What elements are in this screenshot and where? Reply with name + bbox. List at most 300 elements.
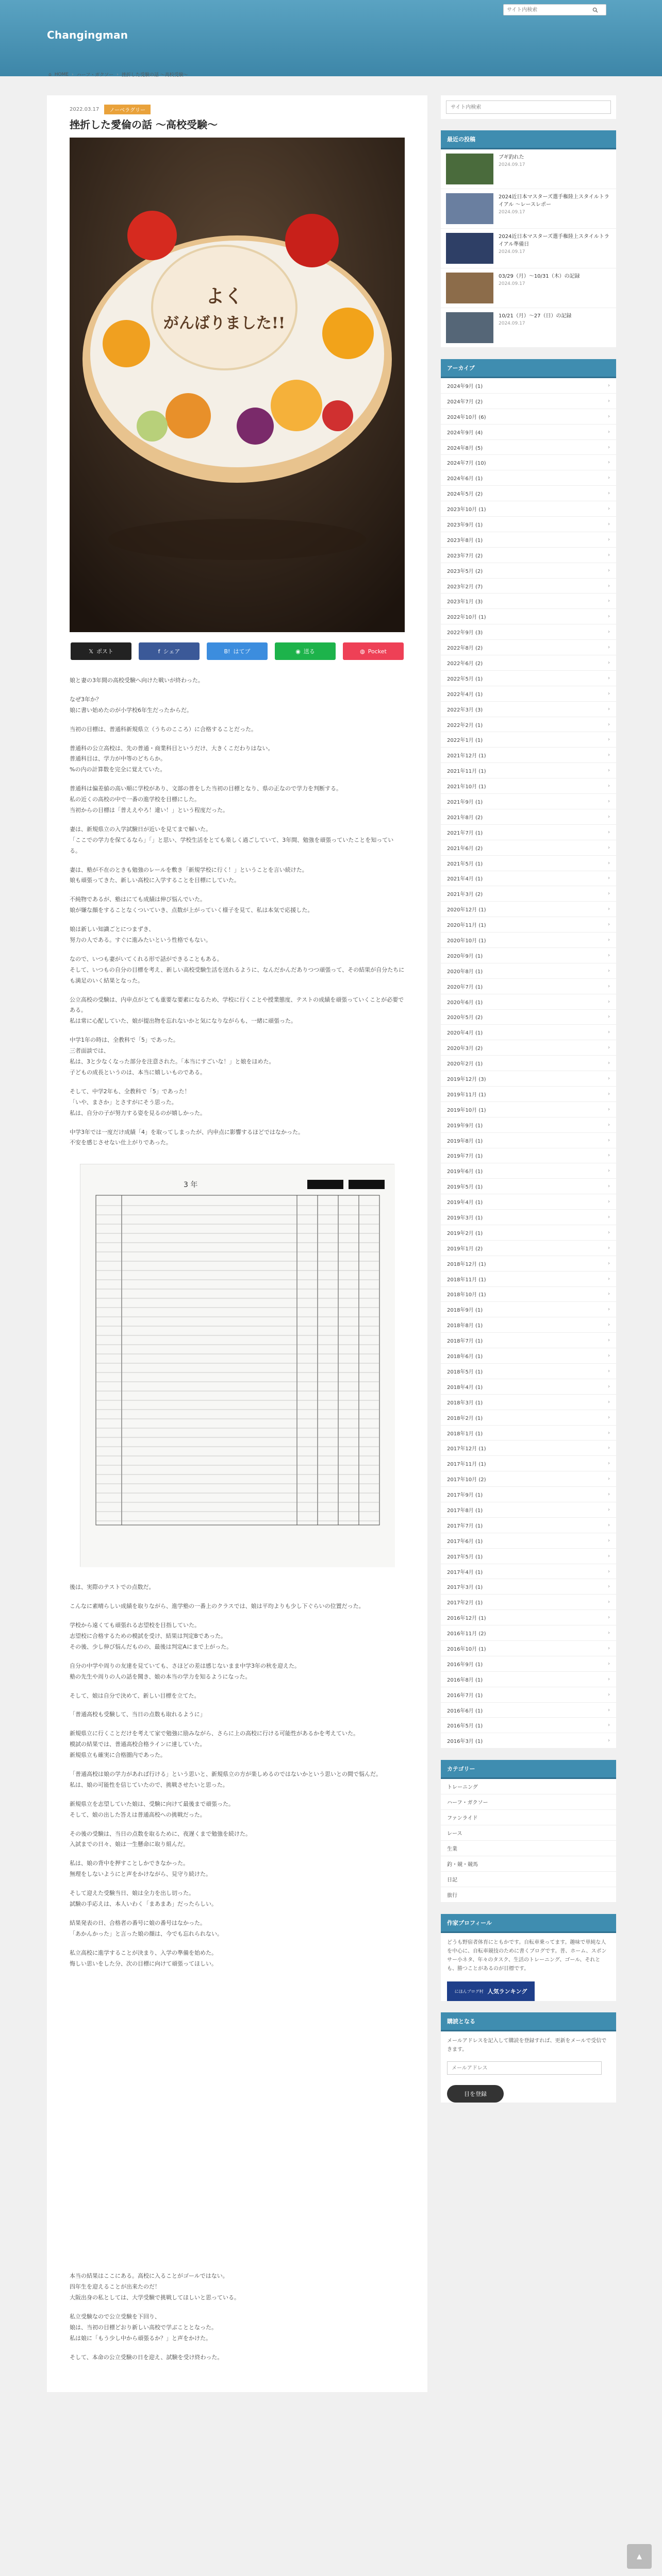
archive-item[interactable]: [441, 1440, 616, 1456]
archive-item[interactable]: [441, 624, 616, 640]
article-paragraph: 妻は、塾が不在のときも勉強のレールを敷き「新規学校に行く！」ということを言い続けた。 娘も頑張ってきた、新しい高校に入学することを目標にしていた。: [70, 866, 308, 884]
archive-item[interactable]: [441, 778, 616, 794]
recent-post-date: 2024.09.17: [499, 249, 525, 255]
archive-label: 2017年2月 (1): [447, 1600, 483, 1606]
archive-item[interactable]: [441, 425, 616, 440]
archive-item[interactable]: [441, 394, 616, 409]
archive-item[interactable]: [441, 963, 616, 979]
chevron-right-icon: ›: [608, 506, 610, 512]
chevron-right-icon: ›: [608, 1353, 610, 1359]
subscribe-title: 購読となる: [441, 2012, 616, 2031]
archive-item[interactable]: [441, 1179, 616, 1194]
archive-item[interactable]: [441, 594, 616, 609]
archive-item[interactable]: [441, 1410, 616, 1426]
chevron-right-icon: ›: [608, 398, 610, 404]
chevron-right-icon: ›: [608, 1414, 610, 1420]
archive-item[interactable]: [441, 717, 616, 733]
chevron-right-icon: ›: [608, 983, 610, 989]
article-paragraph: 中学1年の時は、全教科で「5」であった。 三者面談では、 私は、3と少なくなった部分を注意された。「本当にすごいな！」と娘をほめた。 子どもの成長というのは、本当に嬉しいものである。: [70, 1037, 275, 1076]
archive-label: 2020年11月 (1): [447, 923, 486, 929]
archive-item[interactable]: [441, 933, 616, 948]
archive-item[interactable]: [441, 886, 616, 902]
archive-item[interactable]: [441, 1672, 616, 1687]
archive-label: 2018年7月 (1): [447, 1338, 483, 1345]
category-item[interactable]: 生業: [441, 1841, 616, 1856]
archive-title: アーカイブ: [441, 359, 616, 378]
archive-item[interactable]: [441, 1502, 616, 1518]
archive-label: 2024年7月 (10): [447, 461, 486, 467]
share-buttons: [70, 642, 405, 660]
article-paragraph: 私立受験なので公立受験を下回り、 娘は、当初の目標どおり新しい高校で学ぶこととなった。 私は娘に「もう少し中から頑張るか？」と声をかけた。: [70, 2313, 217, 2342]
category-item[interactable]: ハーフ・ガクソー: [441, 1794, 616, 1810]
archive-item[interactable]: [441, 686, 616, 702]
chevron-right-icon: ›: [608, 629, 610, 635]
breadcrumb-separator: ›: [72, 72, 74, 77]
article-paragraph: こんなに素晴らしい成績を取りながら、進学塾の一番上のクラスでは、娘は平均よりも少し下ぐらいの位置だった。: [70, 1603, 365, 1610]
archive-item[interactable]: [441, 1102, 616, 1117]
share-line-button[interactable]: ◉ 送る: [275, 642, 336, 660]
sidebar-search-widget: [441, 95, 616, 119]
site-title[interactable]: Changingman: [47, 29, 128, 41]
article-paragraph: 本当の結果はここにある。高校に入ることがゴールではない。 四年生を迎えることが出来たのだ！ 大阪出身の私としては、大学受験で挑戦してほしいと思っている。: [70, 2273, 240, 2301]
archive-item[interactable]: [441, 1241, 616, 1256]
archive-item[interactable]: [441, 1333, 616, 1348]
article-paragraph: そして、娘は自分で決めて、新しい目標を立てた。: [70, 1692, 200, 1699]
archive-label: 2018年4月 (1): [447, 1384, 483, 1391]
chevron-right-icon: ›: [608, 1091, 610, 1097]
share-x-button[interactable]: 𝕏 ポスト: [71, 642, 131, 660]
archive-item[interactable]: [441, 455, 616, 470]
chevron-right-icon: ›: [608, 552, 610, 558]
archive-item[interactable]: [441, 1395, 616, 1410]
breadcrumb-category[interactable]: ハーフ・ガクソー: [76, 73, 114, 78]
archive-label: 2019年7月 (1): [447, 1154, 483, 1160]
archive-label: 2019年12月 (3): [447, 1077, 486, 1083]
breadcrumb: [48, 71, 188, 78]
chevron-right-icon: ›: [608, 1506, 610, 1513]
recent-post-title[interactable]: 2024近日本マスターズ選手権陸上スタイルトライアル準備日: [499, 234, 609, 247]
archive-item[interactable]: [441, 1194, 616, 1210]
recent-post-date: 2024.09.17: [499, 321, 525, 326]
archive-label: 2018年11月 (1): [447, 1277, 486, 1283]
chevron-right-icon: ›: [608, 567, 610, 573]
report-card-title: 3 年: [184, 1181, 198, 1190]
recent-post-thumbnail[interactable]: [446, 273, 493, 303]
archive-item[interactable]: [441, 486, 616, 501]
archive-label: 2016年9月 (1): [447, 1662, 483, 1668]
chevron-right-icon: ›: [608, 1168, 610, 1174]
archive-label: 2017年10月 (2): [447, 1477, 486, 1483]
archive-item[interactable]: [441, 994, 616, 1010]
recent-post-thumbnail[interactable]: [446, 312, 493, 343]
article-paragraph: そして迎えた受験当日、娘は全力を出し切った。 試験の手応えは、本人いわく「まあまあ」だったらしい。: [70, 1890, 217, 1907]
chevron-right-icon: ›: [608, 998, 610, 1005]
article-paragraph: 娘は新しい知識ごとにつまずき、 努力の人である。すぐに進みたいという性格でもない。: [70, 926, 211, 944]
chevron-right-icon: ›: [608, 1245, 610, 1251]
archive-label: 2017年12月 (1): [447, 1446, 486, 1452]
archive-item[interactable]: [441, 1703, 616, 1718]
archive-label: 2016年5月 (1): [447, 1723, 483, 1730]
archive-label: 2024年8月 (5): [447, 445, 483, 451]
chevron-right-icon: ›: [608, 1214, 610, 1221]
article-paragraph: 「普通高校も受験して、当日の点数も取れるように」: [70, 1711, 206, 1718]
recent-post-item[interactable]: [441, 189, 616, 229]
chevron-right-icon: ›: [608, 1738, 610, 1744]
archive-label: 2021年3月 (2): [447, 892, 483, 898]
archive-item[interactable]: [441, 1287, 616, 1302]
archive-item[interactable]: [441, 409, 616, 425]
header-search[interactable]: [503, 4, 606, 15]
archive-label: 2020年6月 (1): [447, 999, 483, 1006]
category-item[interactable]: ファンライド: [441, 1810, 616, 1825]
archive-item[interactable]: [441, 1148, 616, 1164]
pocket-icon: ◍: [360, 648, 365, 655]
chevron-right-icon: ›: [608, 1383, 610, 1389]
archive-item[interactable]: [441, 1071, 616, 1087]
archive-label: 2023年5月 (2): [447, 568, 483, 574]
chevron-right-icon: ›: [608, 675, 610, 681]
chevron-right-icon: ›: [608, 860, 610, 866]
recent-post-item[interactable]: [441, 229, 616, 268]
chevron-right-icon: ›: [608, 1276, 610, 1282]
chevron-right-icon: ›: [608, 1260, 610, 1266]
archive-item[interactable]: [441, 1317, 616, 1333]
category-item[interactable]: 旅行: [441, 1887, 616, 1903]
chevron-right-icon: ›: [608, 1106, 610, 1112]
chevron-right-icon: ›: [608, 444, 610, 450]
archive-item[interactable]: [441, 1272, 616, 1287]
breadcrumb-home[interactable]: HOME: [54, 72, 69, 77]
archive-label: 2023年2月 (7): [447, 584, 483, 590]
archive-item[interactable]: [441, 1426, 616, 1441]
chevron-right-icon: ›: [608, 1122, 610, 1128]
chevron-right-icon: ›: [608, 706, 610, 712]
category-item[interactable]: レース: [441, 1825, 616, 1841]
archive-label: 2016年12月 (1): [447, 1616, 486, 1622]
chevron-right-icon: ›: [608, 382, 610, 388]
chevron-right-icon: ›: [608, 614, 610, 620]
home-icon[interactable]: ⌂: [48, 72, 52, 77]
category-badge[interactable]: ノーベラグリー: [104, 105, 151, 114]
article-paragraph: 私立高校に進学することが決まり、入学の準備を始めた。 悔しい思いをした分、次の目標に向けて頑張ってほしい。: [70, 1949, 217, 1967]
archive-label: 2020年8月 (1): [447, 969, 483, 975]
archive-item[interactable]: [441, 1364, 616, 1379]
chevron-right-icon: ›: [608, 814, 610, 820]
archive-label: 2017年6月 (1): [447, 1538, 483, 1545]
archive-label: 2021年9月 (1): [447, 799, 483, 805]
archive-label: 2021年12月 (1): [447, 753, 486, 759]
archive-item[interactable]: [441, 655, 616, 671]
scroll-to-top-button[interactable]: [627, 2544, 652, 2569]
article-paragraph: 結果発表の日、合格者の番号に娘の番号はなかった。 「あかんかった」と言った娘の顔は、今でも忘れられない。: [70, 1919, 223, 1937]
archive-item[interactable]: [441, 1487, 616, 1502]
search-input[interactable]: [504, 5, 591, 15]
archive-item[interactable]: [441, 1056, 616, 1071]
article-paragraph: 新規県立に行くことだけを考えて家で勉強に励みながら、さらに上の高校に行ける可能性があるかを考えていた。 模試の結果では、普通高校合格ラインに達していた。 新規県立も確実に合格圏内であった。: [70, 1730, 359, 1759]
chevron-right-icon: ›: [608, 906, 610, 912]
archive-label: 2018年6月 (1): [447, 1354, 483, 1360]
chevron-right-icon: ›: [608, 1229, 610, 1235]
recent-post-title[interactable]: 2024近日本マスターズ選手権陸上スタイルトライアル ～レースレポー: [499, 194, 609, 208]
archive-item[interactable]: [441, 1210, 616, 1225]
chevron-right-icon: ›: [608, 768, 610, 774]
archive-label: 2024年10月 (6): [447, 414, 486, 420]
archive-label: 2021年8月 (2): [447, 815, 483, 821]
archive-label: 2022年10月 (1): [447, 615, 486, 621]
share-hatena-button[interactable]: B! はてブ: [207, 642, 268, 660]
archive-item[interactable]: [441, 378, 616, 394]
chevron-right-icon: ›: [608, 690, 610, 697]
chevron-right-icon: ›: [608, 1645, 610, 1651]
archive-item[interactable]: [441, 948, 616, 963]
archive-item[interactable]: [441, 1687, 616, 1703]
archive-item[interactable]: [441, 917, 616, 933]
archive-label: 2018年5月 (1): [447, 1369, 483, 1375]
recent-post-thumbnail[interactable]: [446, 193, 493, 224]
archive-label: 2022年1月 (1): [447, 738, 483, 744]
chevron-right-icon: ›: [608, 1722, 610, 1728]
chevron-right-icon: ›: [608, 659, 610, 666]
archive-item[interactable]: [441, 1595, 616, 1610]
archive-label: 2023年9月 (1): [447, 522, 483, 528]
subscribe-button[interactable]: 目を登録: [447, 2085, 504, 2103]
profile-text: どうも野宿者体育にともかです。自転車乗ってます。趣味で単純な人を中心に、自転車競技のために書くブログです。普、ホーム、スポンサー小ネタ、年々のタスク、生活のトレーニング、ゴール、それとも、勝つことがあるのが目標です。: [447, 1940, 607, 1972]
archive-item[interactable]: [441, 1718, 616, 1733]
archive-label: 2020年9月 (1): [447, 953, 483, 959]
chevron-right-icon: ›: [608, 521, 610, 527]
article-paragraph: 私は、娘の背中を押すことしかできなかった。 無理をしないようにと声をかけながら、見守り続けた。: [70, 1860, 211, 1878]
recent-post-item[interactable]: [441, 268, 616, 308]
archive-label: 2020年7月 (1): [447, 984, 483, 990]
breadcrumb-current: 挫折した受験の話 〜高校受験〜: [121, 73, 188, 78]
article-paragraph: 普通科は偏差値の高い順に学校があり、文部の普をした当初の目標となり、県の正なので学力を判断する。 私の近くの高校の中で一番の進学校を目標にした。 当初からの目標は「普ええやろ！違い！」という程度だった。: [70, 785, 342, 814]
archive-label: 2024年9月 (4): [447, 430, 483, 436]
archive-item[interactable]: [441, 1040, 616, 1056]
article-paragraph: その後の受験は、当日の点数を取るために、夜遅くまで勉強を続けた。 入試までの日々、娘は一生懸命に取り組んだ。: [70, 1830, 251, 1848]
archive-label: 2024年9月 (1): [447, 383, 483, 389]
category-title: カテゴリー: [441, 1760, 616, 1779]
archive-item[interactable]: [441, 1733, 616, 1749]
archive-label: 2018年12月 (1): [447, 1261, 486, 1267]
article-paragraph: 公立高校の受験は、内申点がとても重要な要素になるため、学校に行くことや授業態度、テストの成績を頑張っていくことが必要である。 私は常に心配していた、娘が提出物を忘れないかと気になりながらも、一緒に頑張った。: [70, 996, 404, 1025]
chevron-right-icon: ›: [608, 1537, 610, 1544]
hatena-icon: B!: [224, 648, 230, 655]
archive-label: 2023年7月 (2): [447, 553, 483, 559]
archive-item[interactable]: [441, 748, 616, 763]
profile-widget: [441, 1914, 616, 2001]
archive-item[interactable]: [441, 702, 616, 717]
search-icon[interactable]: [591, 6, 599, 13]
archive-item[interactable]: [441, 856, 616, 871]
archive-item[interactable]: [441, 579, 616, 594]
category-item[interactable]: 日記: [441, 1872, 616, 1887]
recent-post-title[interactable]: ブギ釣れた: [499, 155, 524, 160]
recent-post-date: 2024.09.17: [499, 281, 525, 286]
chevron-right-icon: ›: [608, 937, 610, 943]
archive-item[interactable]: [441, 609, 616, 624]
archive-item[interactable]: [441, 732, 616, 748]
archive-label: 2017年9月 (1): [447, 1493, 483, 1499]
chevron-right-icon: ›: [608, 1630, 610, 1636]
archive-item[interactable]: [441, 902, 616, 917]
chevron-right-icon: ›: [608, 475, 610, 481]
recent-post-title[interactable]: 03/29（月）～10/31（木）の記録: [499, 274, 580, 279]
archive-label: 2019年3月 (1): [447, 1215, 483, 1222]
archive-item[interactable]: [441, 501, 616, 517]
archive-item[interactable]: [441, 440, 616, 455]
recent-post-thumbnail[interactable]: [446, 233, 493, 264]
archive-label: 2018年2月 (1): [447, 1415, 483, 1421]
archive-label: 2020年12月 (1): [447, 907, 486, 913]
archive-label: 2019年1月 (2): [447, 1246, 483, 1252]
archive-item[interactable]: [441, 1471, 616, 1487]
archive-item[interactable]: [441, 1256, 616, 1272]
archive-label: 2019年6月 (1): [447, 1169, 483, 1175]
recent-post-item[interactable]: [441, 308, 616, 348]
archive-label: 2022年8月 (2): [447, 646, 483, 652]
facebook-icon: f: [158, 648, 160, 655]
archive-item[interactable]: [441, 1348, 616, 1364]
category-item[interactable]: トレーニング: [441, 1779, 616, 1794]
chevron-up-icon: ▲: [637, 2552, 642, 2561]
recent-post-item[interactable]: [441, 149, 616, 189]
article-paragraph: そして、本命の公立受験の日を迎え、試験を受け終わった。: [70, 2353, 223, 2361]
archive-item[interactable]: [441, 809, 616, 825]
archive-item[interactable]: [441, 671, 616, 686]
archive-item[interactable]: [441, 1564, 616, 1580]
sidebar-search-input[interactable]: [446, 100, 611, 114]
archive-item[interactable]: [441, 794, 616, 809]
chevron-right-icon: ›: [608, 1522, 610, 1528]
chevron-right-icon: ›: [608, 1029, 610, 1036]
subscribe-email-input[interactable]: [447, 2061, 602, 2075]
archive-label: 2018年3月 (1): [447, 1400, 483, 1406]
recent-post-thumbnail[interactable]: [446, 154, 493, 184]
chevron-right-icon: ›: [608, 429, 610, 435]
archive-item[interactable]: [441, 1456, 616, 1471]
archive-label: 2019年2月 (1): [447, 1230, 483, 1236]
archive-label: 2016年11月 (2): [447, 1631, 486, 1637]
article-paragraph: そして、中学2年も、全教科で「5」であった！ 「いや、まさか」とさすがにそう思った。 私は、自分の子が努力する姿を見るのが嬉しかった。: [70, 1088, 206, 1116]
archive-label: 2018年10月 (1): [447, 1292, 486, 1298]
archive-item[interactable]: [441, 517, 616, 532]
archive-label: 2022年5月 (1): [447, 676, 483, 682]
archive-item[interactable]: [441, 1518, 616, 1533]
archive-label: 2021年10月 (1): [447, 784, 486, 790]
archive-item[interactable]: [441, 1579, 616, 1595]
archive-label: 2017年4月 (1): [447, 1569, 483, 1575]
chevron-right-icon: ›: [608, 1045, 610, 1051]
archive-item[interactable]: [441, 1117, 616, 1133]
rank-sub: にほんブログ村: [454, 1989, 484, 1994]
chevron-right-icon: ›: [608, 1430, 610, 1436]
archive-label: 2023年8月 (1): [447, 537, 483, 544]
archive-item[interactable]: [441, 1549, 616, 1564]
article-paragraph: 不純物であるが、塾はにても成績は伸び悩んでいた。 娘が嫌な顔をすることなくついていき、点数が上がっていく様子を見て、私は本気で応援した。: [70, 896, 313, 914]
archive-item[interactable]: [441, 532, 616, 548]
chevron-right-icon: ›: [608, 1368, 610, 1374]
archive-item[interactable]: [441, 1625, 616, 1641]
archive-item[interactable]: [441, 563, 616, 579]
chevron-right-icon: ›: [608, 1322, 610, 1328]
archive-item[interactable]: [441, 1641, 616, 1656]
archive-label: 2020年10月 (1): [447, 938, 486, 944]
archive-item[interactable]: [441, 840, 616, 856]
archive-item[interactable]: [441, 979, 616, 994]
archive-label: 2023年1月 (3): [447, 599, 483, 605]
chevron-right-icon: ›: [608, 1076, 610, 1082]
article-body-2: [70, 1582, 405, 1969]
archive-label: 2020年4月 (1): [447, 1030, 483, 1037]
category-item[interactable]: 釣・競・競馬: [441, 1856, 616, 1872]
chevron-right-icon: ›: [608, 1337, 610, 1344]
archive-label: 2022年9月 (3): [447, 630, 483, 636]
archive-label: 2021年5月 (1): [447, 861, 483, 867]
archive-item[interactable]: [441, 1225, 616, 1241]
archive-item[interactable]: [441, 1656, 616, 1672]
archive-item[interactable]: [441, 640, 616, 655]
cake-plate-text: よく: [205, 285, 243, 307]
archive-item[interactable]: [441, 871, 616, 887]
chevron-right-icon: ›: [608, 737, 610, 743]
archive-label: 2022年3月 (3): [447, 707, 483, 713]
archive-label: 2017年7月 (1): [447, 1523, 483, 1529]
archive-label: 2016年6月 (1): [447, 1708, 483, 1714]
recent-post-date: 2024.09.17: [499, 162, 525, 167]
archive-label: 2019年4月 (1): [447, 1200, 483, 1206]
share-pocket-button[interactable]: ◍ Pocket: [343, 642, 404, 660]
chevron-right-icon: ›: [608, 1014, 610, 1020]
chevron-right-icon: ›: [608, 783, 610, 789]
chevron-right-icon: ›: [608, 1691, 610, 1698]
chevron-right-icon: ›: [608, 1476, 610, 1482]
archive-label: 2020年3月 (2): [447, 1046, 483, 1052]
ranking-banner[interactable]: [447, 1981, 535, 2001]
archive-item[interactable]: [441, 763, 616, 778]
subscribe-widget: [441, 2012, 616, 2103]
chevron-right-icon: ›: [608, 952, 610, 958]
article-paragraph: 自分の中学や周りの友達を見ていても、さほどの差は感じないまま中学3年の秋を迎えた。 塾の先生や周りの人の話を聞き、娘の本当の学力を知るようになった。: [70, 1662, 300, 1680]
archive-item[interactable]: [441, 1010, 616, 1025]
post-date: 2022.03.17: [70, 107, 100, 112]
chevron-right-icon: ›: [608, 1060, 610, 1066]
archive-item[interactable]: [441, 1302, 616, 1317]
archive-label: 2016年7月 (1): [447, 1692, 483, 1699]
archive-label: 2022年6月 (2): [447, 660, 483, 667]
article: [47, 95, 427, 2392]
archive-item[interactable]: [441, 1379, 616, 1395]
article-body-3: [70, 2271, 405, 2363]
archive-item[interactable]: [441, 1133, 616, 1148]
chevron-right-icon: ›: [608, 490, 610, 497]
archive-item[interactable]: [441, 1533, 616, 1549]
archive-item[interactable]: [441, 825, 616, 840]
archive-label: 2019年11月 (1): [447, 1092, 486, 1098]
archive-item[interactable]: [441, 548, 616, 563]
archive-label: 2017年3月 (1): [447, 1585, 483, 1591]
archive-item[interactable]: [441, 1025, 616, 1040]
archive-label: 2016年3月 (1): [447, 1739, 483, 1745]
chevron-right-icon: ›: [608, 413, 610, 419]
archive-item[interactable]: [441, 1163, 616, 1179]
archive-item[interactable]: [441, 1610, 616, 1625]
archive-item[interactable]: [441, 1087, 616, 1102]
chevron-right-icon: ›: [608, 460, 610, 466]
share-facebook-button[interactable]: f シェア: [139, 642, 200, 660]
recent-post-title[interactable]: 10/21（月）～27（日）の記録: [499, 313, 572, 319]
chevron-right-icon: ›: [608, 1137, 610, 1143]
archive-item[interactable]: [441, 470, 616, 486]
